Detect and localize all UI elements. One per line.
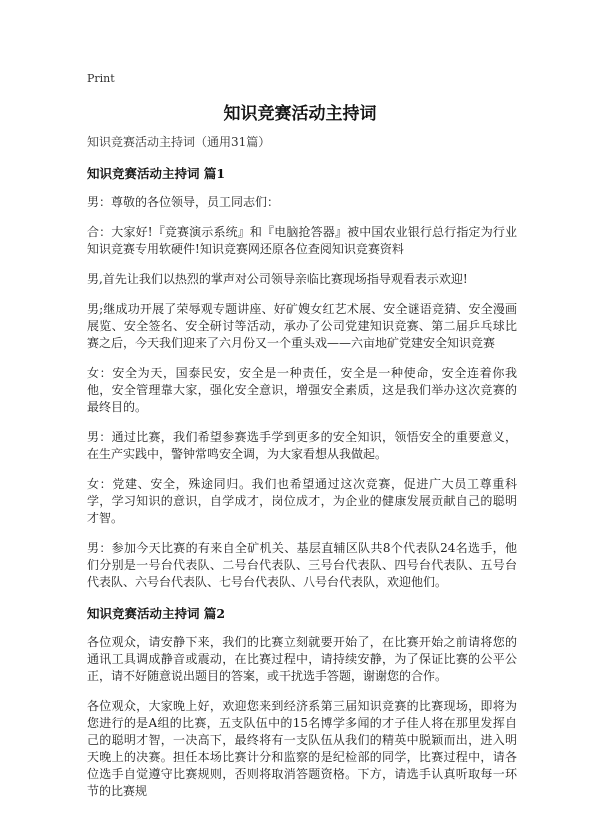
section-1 [87, 164, 517, 591]
paragraph: 男;继成功开展了荣辱观专题讲座、好矿嫂女红艺术展、安全谜语竞猜、安全漫画展览、安全签名、安全研讨等活动，承办了公司党建知识竞赛、第二届乒乓球比赛之后，今天我们迎来了六月份又一个重头戏——六亩地矿党建安全知识竞赛 [87, 302, 517, 350]
section-heading: 知识竞赛活动主持词 篇1 [87, 166, 226, 181]
document-subtitle: 知识竞赛活动主持词（通用31篇） [87, 135, 271, 149]
document-body [87, 133, 517, 813]
paragraph: 男：参加今天比赛的有来自全矿机关、基层直辅区队共8个代表队24名选手，他们分别是一号台代表队、二号台代表队、三号台代表队、四号台代表队、五号台代表队、六号台代表队、七号台代表队、八号台代表队，欢迎他们。 [87, 541, 517, 589]
print-link[interactable]: Print [87, 72, 115, 85]
paragraph: 合：大家好!『竞赛演示系统』和『电脑抢答器』被中国农业银行总行指定为行业知识竞赛专用软硬件!知识竞赛网还原各位查阅知识竞赛资料 [87, 225, 517, 256]
paragraph: 女：安全为天，国泰民安，安全是一种责任，安全是一种使命，安全连着你我他，安全管理靠大家，强化安全意识，增强安全素质，这是我们举办这次竞赛的最终目的。 [87, 366, 517, 414]
paragraph: 各位观众，大家晚上好，欢迎您来到经济系第三届知识竞赛的比赛现场，即将为您进行的是A组的比赛，五支队伍中的15名博学多闻的才子佳人将在那里发挥自己的聪明才智，一决高下，最终将有一支队伍从我们的精英中脱颖而出，进入明天晚上的决赛。担任本场比赛计分和监察的是纪检部的同学，比赛过程中，请各位选手自觉遵守比赛规则，否则将取消答题资格。下方，请选手认真听取每一环节的比赛规 [87, 699, 517, 798]
paragraph: 各位观众，请安静下来，我们的比赛立刻就要开始了，在比赛开始之前请将您的通讯工具调成静音或震动，在比赛过程中，请持续安静，为了保证比赛的公平公正，请不好随意说出题目的答案，或干扰选手答题，谢谢您的合作。 [87, 635, 517, 683]
section-2 [87, 604, 517, 800]
document-title: 知识竞赛活动主持词 [223, 104, 377, 124]
paragraph: 男,首先让我们以热烈的掌声对公司领导亲临比赛现场指导观看表示欢迎! [87, 272, 468, 286]
paragraph: 男：通过比赛，我们希望参赛选手学到更多的安全知识，领悟安全的重要意义，在生产实践中，警钟常鸣安全调，为大家看想从我做起。 [87, 430, 517, 461]
paragraph: 男：尊敬的各位领导，员工同志们： [87, 195, 280, 209]
paragraph: 女：党建、安全，殊途同归。我们也希望通过这次竞赛，促进广大员工尊重科学，学习知识的意识，自学成才，岗位成才，为企业的健康发展贡献自己的聪明才智。 [87, 477, 517, 525]
section-heading: 知识竞赛活动主持词 篇2 [87, 606, 226, 621]
